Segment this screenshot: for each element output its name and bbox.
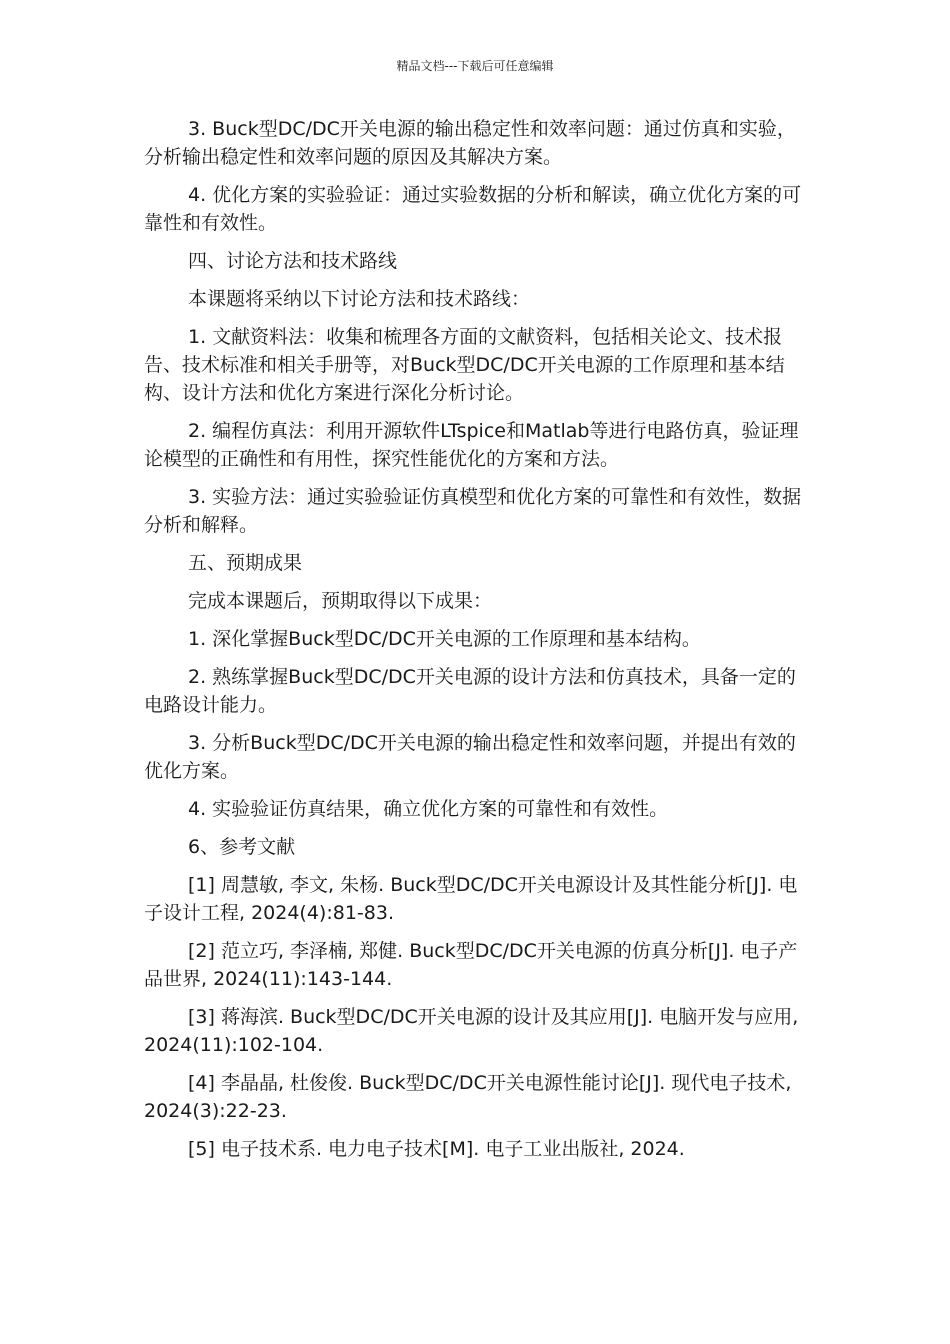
reference-4: [4] 李晶晶, 杜俊俊. Buck型DC/DC开关电源性能讨论[J]. 现代电子技术, 2024(3):22-23. [144, 1072, 792, 1122]
method-literature: 1. 文献资料法：收集和梳理各方面的文献资料，包括相关论文、技术报告、技术标准和相关手册等，对Buck型DC/DC开关电源的工作原理和基本结构、设计方法和优化方案进行深化分析讨论。 [144, 326, 785, 404]
outcomes-intro: 完成本课题后，预期取得以下成果： [188, 590, 493, 612]
method-experiment: 3. 实验方法：通过实验验证仿真模型和优化方案的可靠性和有效性，数据分析和解释。 [144, 486, 802, 536]
item-output-stability: 3. Buck型DC/DC开关电源的输出稳定性和效率问题：通过仿真和实验，分析输出稳定性和效率问题的原因及其解决方案。 [144, 118, 796, 168]
section-heading-references: 6、参考文献 [188, 836, 296, 858]
item-experimental-verification: 4. 优化方案的实验验证：通过实验数据的分析和解读，确立优化方案的可靠性和有效性。 [144, 184, 802, 234]
methods-intro: 本课题将采纳以下讨论方法和技术路线： [188, 288, 531, 310]
reference-3: [3] 蒋海滨. Buck型DC/DC开关电源的设计及其应用[J]. 电脑开发与应用, 2024(11):102-104. [144, 1006, 799, 1056]
method-simulation: 2. 编程仿真法：利用开源软件LTspice和Matlab等进行电路仿真，验证理论模型的正确性和有用性，探究性能优化的方案和方法。 [144, 420, 799, 470]
section-heading-methods: 四、讨论方法和技术路线 [188, 250, 398, 272]
page-header: 精品文档---下载后可任意编辑 [396, 59, 554, 73]
outcome-4: 4. 实验验证仿真结果，确立优化方案的可靠性和有效性。 [188, 798, 669, 820]
section-heading-outcomes: 五、预期成果 [188, 552, 303, 574]
outcome-1: 1. 深化掌握Buck型DC/DC开关电源的工作原理和基本结构。 [188, 628, 701, 650]
document-body [144, 115, 806, 1173]
outcome-2: 2. 熟练掌握Buck型DC/DC开关电源的设计方法和仿真技术，具备一定的电路设计能力。 [144, 666, 796, 716]
reference-5: [5] 电子技术系. 电力电子技术[M]. 电子工业出版社, 2024. [188, 1138, 685, 1160]
reference-1: [1] 周慧敏, 李文, 朱杨. Buck型DC/DC开关电源设计及其性能分析[J]. 电子设计工程, 2024(4):81-83. [144, 874, 798, 924]
reference-2: [2] 范立巧, 李泽楠, 郑健. Buck型DC/DC开关电源的仿真分析[J]. 电子产品世界, 2024(11):143-144. [144, 940, 798, 990]
outcome-3: 3. 分析Buck型DC/DC开关电源的输出稳定性和效率问题，并提出有效的优化方案。 [144, 732, 796, 782]
